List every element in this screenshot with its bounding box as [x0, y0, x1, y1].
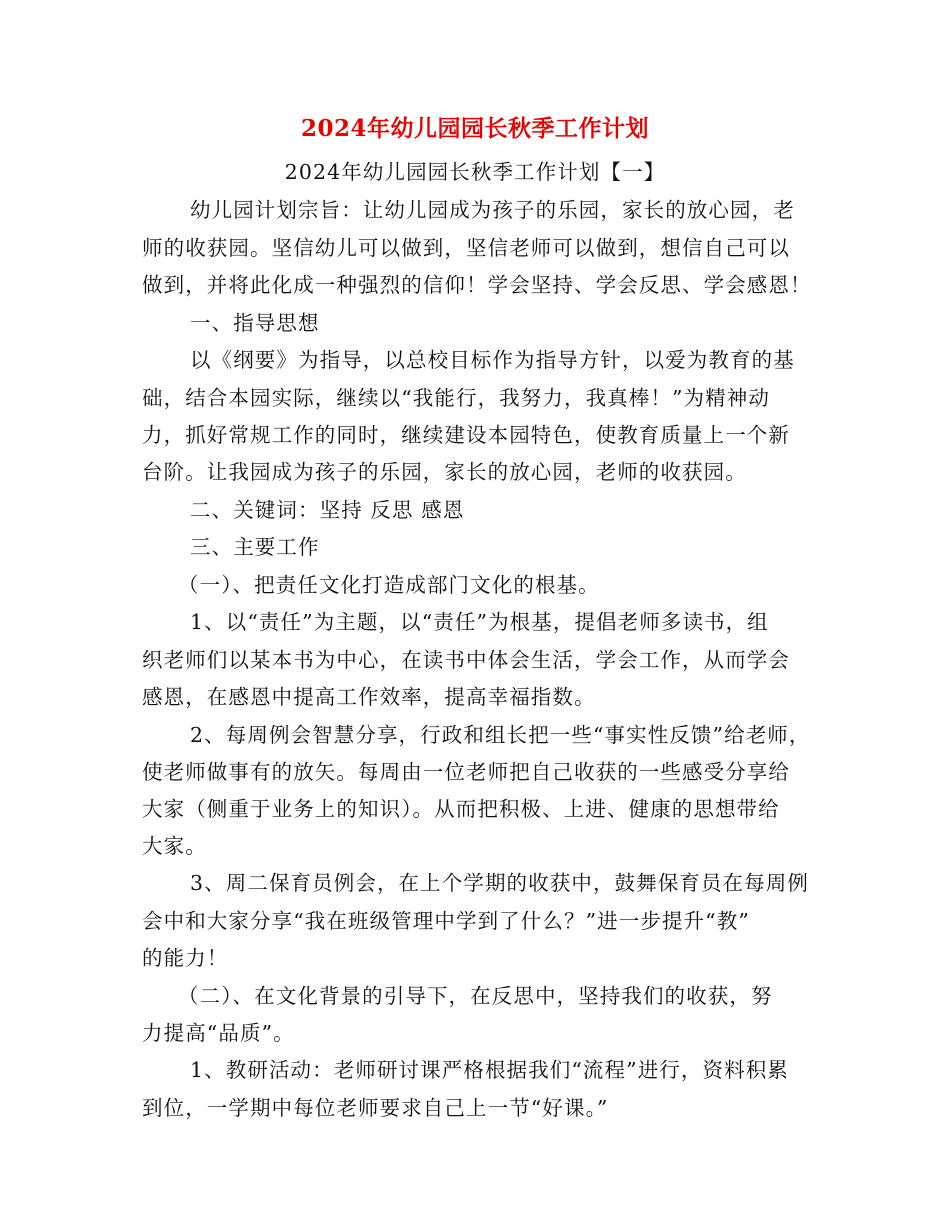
paragraph-line: 织老师们以某本书为中心，在读书中体会生活，学会工作，从而学会: [142, 648, 790, 672]
paragraph-line: 幼儿园计划宗旨：让幼儿园成为孩子的乐园，家长的放心园，老: [190, 198, 795, 222]
paragraph-line: 1、以“责任”为主题，以“责任”为根基，提倡老师多读书，组: [190, 610, 769, 634]
section-heading: 二、关键词：坚持 反思 感恩: [190, 498, 465, 522]
paragraph-line: 会中和大家分享“我在班级管理中学到了什么？”进一步提升“教”: [142, 909, 750, 933]
paragraph-line: 台阶。让我园成为孩子的乐园，家长的放心园，老师的收获园。: [142, 460, 747, 484]
subsection-heading: 力提高“品质”。: [142, 1021, 295, 1045]
paragraph-line: 3、周二保育员例会，在上个学期的收获中，鼓舞保育员在每周例: [190, 871, 809, 895]
section-heading: 一、指导思想: [190, 311, 320, 335]
paragraph-line: 大家（侧重于业务上的知识）。从而把积极、上进、健康的思想带给: [142, 797, 780, 821]
document-title: 2024年幼儿园园长秋季工作计划: [300, 115, 649, 142]
paragraph-line: 的能力！: [142, 946, 229, 970]
paragraph-line: 大家。: [142, 834, 207, 858]
paragraph-line: 师的收获园。坚信幼儿可以做到，坚信老师可以做到，想信自己可以: [142, 236, 790, 260]
paragraph-line: 2、每周例会智慧分享，行政和组长把一些“事实性反馈”给老师，: [190, 723, 811, 747]
paragraph-line: 础，结合本园实际，继续以“我能行，我努力，我真棒！”为精神动: [142, 386, 770, 410]
paragraph-line: 做到，并将此化成一种强烈的信仰！学会坚持、学会反思、学会感恩！: [142, 273, 812, 297]
subtitle: 2024年幼儿园园长秋季工作计划【一】: [284, 160, 666, 184]
paragraph-line: 力，抓好常规工作的同时，继续建设本园特色，使教育质量上一个新: [142, 423, 790, 447]
subsection-heading: （二）、在文化背景的引导下，在反思中，坚持我们的收获，努: [178, 984, 773, 1008]
paragraph-line: 1、教研活动：老师研讨课严格根据我们“流程”进行，资料积累: [190, 1058, 789, 1082]
paragraph-line: 到位，一学期中每位老师要求自己上一节“好课。”: [142, 1096, 609, 1120]
subsection-heading: （一）、把责任文化打造成部门文化的根基。: [178, 573, 600, 597]
paragraph-line: 使老师做事有的放矢。每周由一位老师把自己收获的一些感受分享给: [142, 760, 790, 784]
section-heading: 三、主要工作: [190, 535, 320, 559]
paragraph-line: 以《纲要》为指导，以总校目标作为指导方针，以爱为教育的基: [190, 348, 795, 372]
paragraph-line: 感恩，在感恩中提高工作效率，提高幸福指数。: [142, 685, 596, 709]
